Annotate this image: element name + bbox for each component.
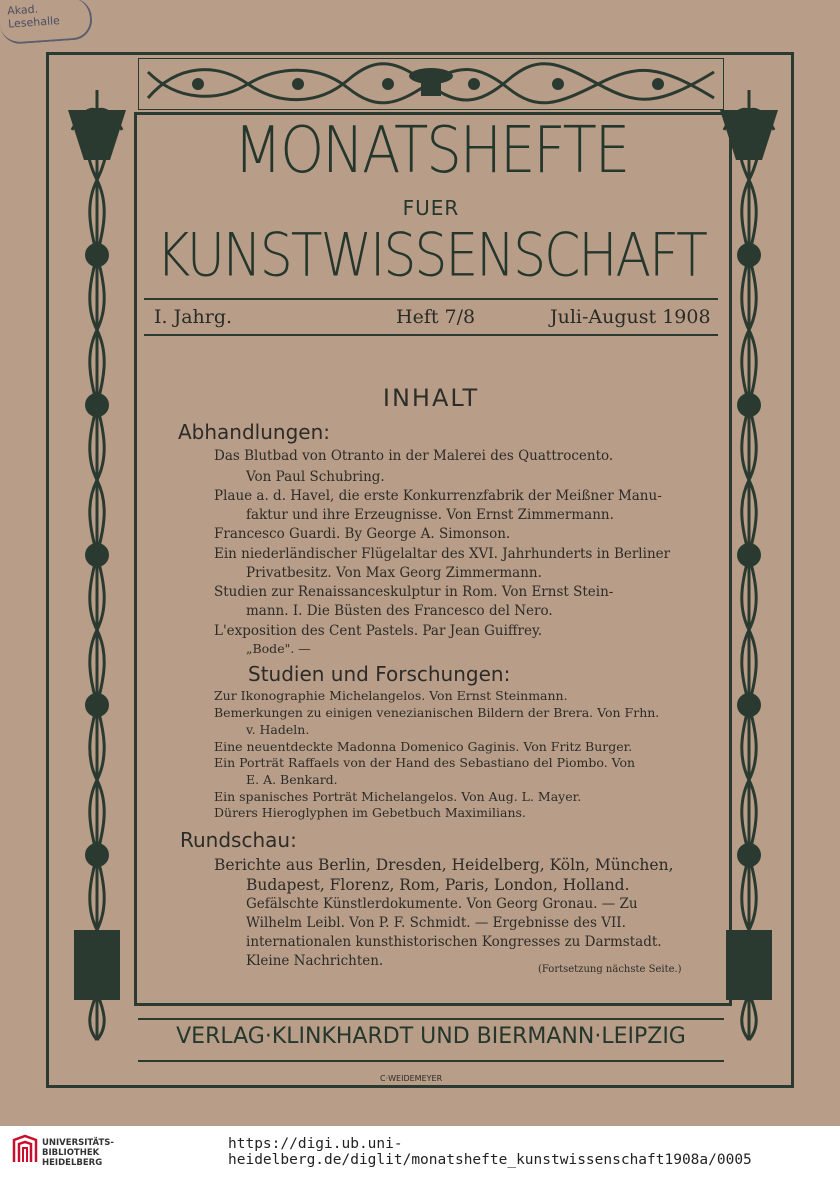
contents-line: Plaue a. d. Havel, die erste Konkurrenzfabrik der Meißner Manu- xyxy=(214,488,662,504)
stamp-line1: Akad. xyxy=(6,2,39,18)
contents-line: Privatbesitz. Von Max Georg Zimmermann. xyxy=(246,565,542,581)
artist-signature: C·WEIDEMEYER xyxy=(380,1074,443,1083)
contents-title: INHALT xyxy=(382,384,480,412)
publisher-line: VERLAG·KLINKHARDT UND BIERMANN·LEIPZIG xyxy=(176,1024,686,1049)
source-url-link[interactable]: https://digi.ub.uni-heidelberg.de/diglit/monatshefte_kunstwissenschaft1908a/0005 xyxy=(228,1136,752,1168)
contents-line: Dürers Hieroglyphen im Gebetbuch Maximilians. xyxy=(214,805,526,820)
contents-line: Eine neuentdeckte Madonna Domenico Gaginis. Von Fritz Burger. xyxy=(214,739,633,754)
issue-year: I. Jahrg. xyxy=(154,306,233,328)
rule-top xyxy=(144,298,718,300)
issue-number: Heft 7/8 xyxy=(396,306,476,328)
contents-line: Ein Porträt Raffaels von der Hand des Sebastiano del Piombo. Von xyxy=(214,755,636,770)
library-stamp xyxy=(0,0,93,45)
contents-line: Ein spanisches Porträt Michelangelos. Von Aug. L. Mayer. xyxy=(214,789,582,804)
contents-line: Kleine Nachrichten. xyxy=(246,953,384,969)
contents-line: Von Paul Schubring. xyxy=(246,469,385,485)
contents-line: L'exposition des Cent Pastels. Par Jean Guiffrey. xyxy=(214,623,543,639)
contents-line: Berichte aus Berlin, Dresden, Heidelberg, Köln, München, xyxy=(214,856,674,874)
title-monatshefte: MONATSHEFTE xyxy=(233,113,629,188)
section-heading-rundschau: Rundschau: xyxy=(180,828,297,852)
library-name-line2: BIBLIOTHEK xyxy=(42,1148,100,1158)
title-fuer: FUER xyxy=(402,196,460,220)
contents-line: v. Hadeln. xyxy=(246,722,310,737)
issue-date: Juli-August 1908 xyxy=(550,306,711,328)
title-kunstwissenschaft: KUNSTWISSENSCHAFT xyxy=(156,221,706,291)
contents-line: internationalen kunsthistorischen Kongresses zu Darmstadt. xyxy=(246,934,662,950)
library-name-line3: HEIDELBERG xyxy=(42,1158,103,1168)
left-ornament xyxy=(60,70,134,1060)
contents-line: faktur und ihre Erzeugnisse. Von Ernst Zimmermann. xyxy=(246,507,614,523)
rule-bottom xyxy=(144,334,718,336)
contents-line: Bemerkungen zu einigen venezianischen Bildern der Brera. Von Frhn. xyxy=(214,705,660,720)
contents-line: Francesco Guardi. By George A. Simonson. xyxy=(214,526,511,542)
contents-line: Das Blutbad von Otranto in der Malerei des Quattrocento. xyxy=(214,448,614,464)
contents-line: Budapest, Florenz, Rom, Paris, London, Holland. xyxy=(246,876,630,894)
contents-line: Gefälschte Künstlerdokumente. Von Georg Gronau. — Zu xyxy=(246,896,638,912)
contents-line: „Bode". — xyxy=(246,641,311,656)
contents-line: E. A. Benkard. xyxy=(246,772,338,787)
contents-line: Zur Ikonographie Michelangelos. Von Ernst Steinmann. xyxy=(214,688,568,703)
contents-line: Ein niederländischer Flügelaltar des XVI. Jahrhunderts in Berliner xyxy=(214,546,671,562)
continuation-note: (Fortsetzung nächste Seite.) xyxy=(538,964,682,975)
contents-line: Studien zur Renaissanceskulptur in Rom. Von Ernst Stein- xyxy=(214,584,614,600)
section-heading-studien: Studien und Forschungen: xyxy=(248,662,511,686)
contents-line: mann. I. Die Büsten des Francesco del Nero. xyxy=(246,603,553,619)
stamp-line2: Lesehalle xyxy=(7,14,61,31)
contents-line: Wilhelm Leibl. Von P. F. Schmidt. — Ergebnisse des VII. xyxy=(246,915,626,931)
section-heading-abhandlungen: Abhandlungen: xyxy=(178,420,331,444)
library-name xyxy=(42,1138,114,1168)
library-logo-icon xyxy=(12,1134,38,1164)
library-name-line1: UNIVERSITÄTS- xyxy=(42,1138,114,1148)
top-ornament xyxy=(138,58,724,110)
